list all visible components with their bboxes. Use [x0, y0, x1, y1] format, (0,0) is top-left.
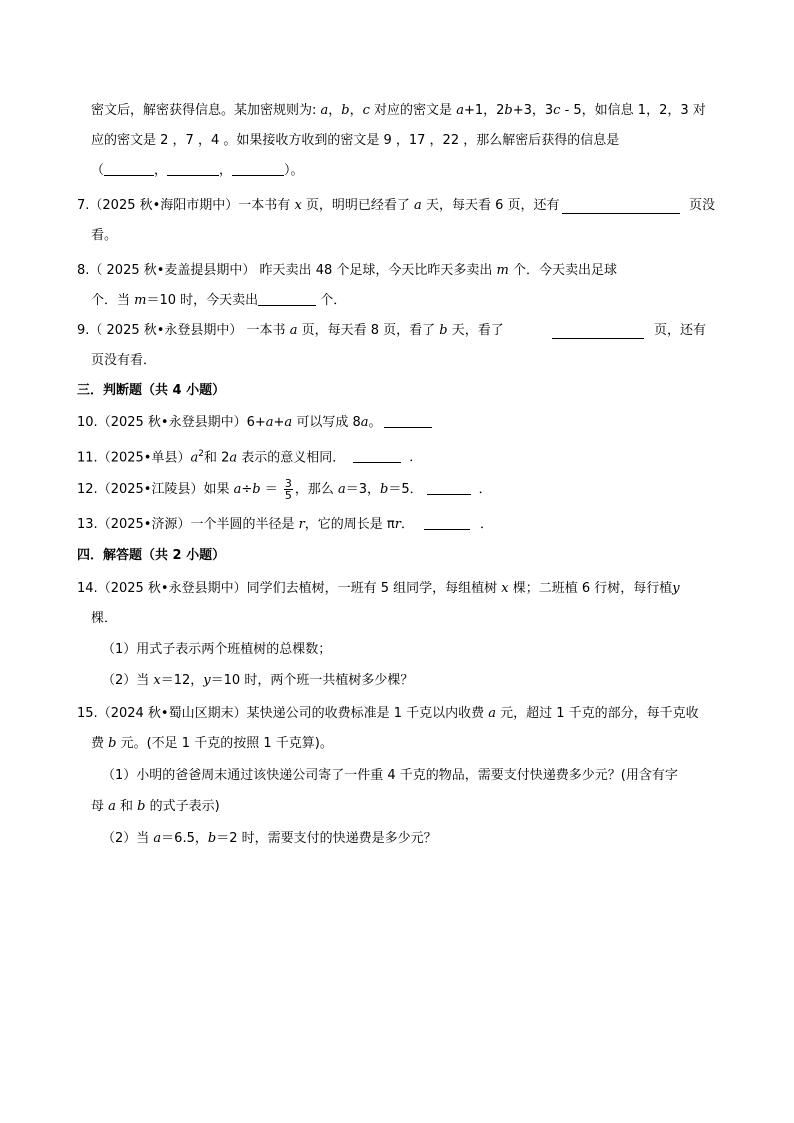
q9-line-2 — [91, 351, 156, 371]
q14-line-2 — [91, 609, 117, 629]
q11-text: 表示的意义相同． — [237, 450, 346, 466]
q6-line-3 — [91, 161, 304, 181]
denominator: 5 — [284, 489, 292, 502]
q9-text: 页没有看． — [91, 353, 157, 368]
q8-line-2 — [91, 291, 346, 311]
question-number: 15. — [77, 706, 98, 721]
q11-text: 和 2 — [203, 450, 230, 466]
q10-text: （2025 秋•永登县期中）6+ — [97, 415, 266, 430]
q11-text: ． — [409, 450, 423, 466]
comma: ， — [349, 103, 363, 118]
q14-part-text: ＝12， — [160, 673, 204, 688]
q13-text: ，它的周长是 π — [304, 517, 395, 532]
var-a: a — [233, 482, 242, 497]
var-a: a — [289, 323, 298, 338]
q7-text: 页没 — [689, 198, 716, 213]
q15-text: 费 — [91, 736, 109, 751]
answer-blank[interactable] — [424, 515, 470, 530]
q8-text: 个．今天卖出足球 — [508, 263, 617, 278]
q15-part-text: （1）小明的爸爸周末通过该快递公司寄了一件重 4 千克的物品，需要支付快递费多少元？(用含有字 — [102, 768, 678, 783]
var-b: b — [380, 482, 389, 497]
var-c: c — [553, 103, 561, 118]
comma: ， — [328, 103, 342, 118]
var-r: r — [394, 517, 401, 532]
answer-blank[interactable] — [104, 161, 154, 176]
q8-text: （ 2025 秋•麦盖提县期中） 昨天卖出 48 个足球，今天比昨天多卖出 — [89, 263, 497, 278]
q14-part-2 — [102, 671, 413, 691]
var-a: a — [229, 450, 238, 466]
separator: ， — [154, 163, 168, 178]
q14-text: 棵；二班植 6 行树，每行植 — [508, 581, 673, 596]
var-b: b — [341, 103, 350, 118]
var-a: a — [153, 831, 162, 846]
q10-text: 可以写成 8 — [292, 415, 361, 430]
var-a: a — [414, 198, 422, 213]
var-a: a — [265, 415, 274, 430]
var-r: r — [298, 517, 305, 532]
q6-text: +1，2 — [463, 103, 505, 118]
var-c: c — [362, 103, 370, 118]
q13-text: ． — [480, 517, 494, 532]
q12-text: ，那么 — [294, 482, 338, 497]
q15-text: 元。(不足 1 千克的按照 1 千克算)。 — [116, 736, 333, 751]
var-a: a — [284, 415, 293, 430]
q8-text: ＝10 时，今天卖出 — [146, 293, 259, 308]
q14-part-text: ＝10 时，两个班一共植树多少棵？ — [210, 673, 414, 688]
question-13 — [77, 515, 493, 535]
question-number: 12. — [77, 482, 98, 497]
q14-part-text: （1）用式子表示两个班植树的总棵数； — [102, 642, 332, 657]
plus-sign: + — [273, 415, 285, 430]
question-number: 11. — [77, 450, 98, 466]
question-number: 8. — [77, 263, 90, 278]
var-a: a — [488, 706, 497, 721]
q9-text: 页，每天看 8 页，看了 — [297, 323, 440, 338]
answer-blank[interactable] — [232, 161, 284, 176]
var-a: a — [108, 799, 116, 814]
q12-text: ． — [478, 482, 492, 497]
q7-line-2 — [91, 226, 117, 246]
exponent: 2 — [198, 449, 204, 459]
q8-text: 个． — [316, 293, 347, 308]
q7-text: 天，每天看 6 页，还有 — [421, 198, 560, 213]
q15-part-2 — [102, 829, 437, 849]
var-b: b — [137, 799, 146, 814]
paren-close: ）。 — [284, 163, 304, 178]
q6-line-1 — [91, 101, 706, 121]
question-11 — [77, 444, 422, 468]
answer-blank[interactable] — [427, 480, 471, 495]
var-a: a — [337, 482, 346, 497]
q7-text: （2025 秋•海阳市期中）一本书有 — [89, 198, 295, 213]
q6-text: 对应的密文是 — [369, 103, 457, 118]
q14-text: 棵． — [91, 611, 118, 626]
q10-text: 。 — [368, 415, 382, 430]
q15-part-1-cont — [91, 797, 220, 817]
var-x: x — [501, 581, 509, 596]
answer-blank[interactable] — [353, 448, 401, 463]
q14-text: （2025 秋•永登县期中）同学们去植树，一班有 5 组同学，每组植树 — [97, 581, 502, 596]
question-8 — [77, 261, 617, 281]
q15-line-2 — [91, 734, 333, 754]
q14-part-text: （2）当 — [102, 673, 154, 688]
question-number: 13. — [77, 517, 98, 532]
question-12 — [77, 478, 492, 501]
q15-part-1 — [102, 766, 678, 786]
q7-text: 页，明明已经看了 — [301, 198, 415, 213]
answer-blank[interactable] — [167, 161, 219, 176]
question-15 — [77, 704, 699, 724]
var-b: b — [252, 482, 261, 497]
q12-text: ＝3， — [345, 482, 381, 497]
var-a: a — [320, 103, 329, 118]
q9-text: 天，看了 — [447, 323, 504, 338]
question-7 — [77, 196, 559, 216]
question-number: 9. — [77, 323, 90, 338]
divide-sign: ÷ — [241, 482, 253, 497]
answer-blank[interactable] — [552, 324, 644, 339]
section-title: 四．解答题（共 2 小题） — [77, 548, 226, 563]
q12-text: （2025•江陵县）如果 — [97, 482, 234, 497]
var-m: m — [496, 263, 509, 278]
var-m: m — [134, 293, 147, 308]
q6-text: 密文后，解密获得信息。某加密规则为: — [91, 103, 321, 118]
separator: ， — [219, 163, 233, 178]
question-10 — [77, 413, 432, 433]
equals-sign: ＝ — [260, 482, 282, 497]
q15-part-text: 的式子表示) — [145, 799, 220, 814]
section-title: 三．判断题（共 4 小题） — [77, 383, 226, 398]
q11-text: （2025•单县） — [97, 450, 191, 466]
fraction — [284, 478, 293, 501]
q15-part-text: ＝2 时，需要支付的快递费是多少元？ — [216, 831, 437, 846]
var-x: x — [153, 673, 161, 688]
q13-text: ． — [400, 517, 414, 532]
question-number: 10. — [77, 415, 98, 430]
q15-part-text: 和 — [115, 799, 138, 814]
var-y: y — [203, 673, 211, 688]
q9-text: （ 2025 秋•永登县期中） 一本书 — [89, 323, 290, 338]
q6-line-2 — [91, 131, 619, 151]
numerator: 3 — [284, 477, 292, 490]
answer-blank[interactable] — [258, 291, 316, 306]
q8-text: 个．当 — [91, 293, 135, 308]
q6-text: - 5，如信息 1，2，3 对 — [560, 103, 706, 118]
answer-blank[interactable] — [384, 413, 432, 428]
q6-text: +3，3 — [512, 103, 554, 118]
var-b: b — [504, 103, 513, 118]
q7-text: 看。 — [91, 228, 118, 243]
var-x: x — [294, 198, 302, 213]
question-number: 14. — [77, 581, 98, 596]
q14-part-1 — [102, 640, 331, 660]
q15-part-text: ＝6.5， — [161, 831, 208, 846]
q15-text: 元，超过 1 千克的部分，每千克收 — [496, 706, 699, 721]
var-b: b — [207, 831, 217, 846]
answer-blank[interactable] — [562, 199, 680, 214]
var-a: a — [190, 450, 199, 466]
q13-text: （2025•济源）一个半圆的半径是 — [97, 517, 299, 532]
q15-part-text: （2）当 — [102, 831, 154, 846]
q12-text: ＝5． — [388, 482, 423, 497]
var-y: y — [672, 581, 680, 596]
q15-part-text: 母 — [91, 799, 109, 814]
question-number: 7. — [77, 198, 90, 213]
q9-text: 页，还有 — [654, 323, 707, 338]
question-9 — [77, 321, 504, 341]
question-14 — [77, 579, 680, 599]
paren-open: （ — [91, 163, 105, 178]
var-a: a — [456, 103, 464, 118]
var-a: a — [360, 415, 369, 430]
q6-text: 应的密文是 2 ，7 ，4 。如果接收方收到的密文是 9 ，17 ，22 ，那么解密后获得的信息是 — [91, 133, 620, 148]
var-b: b — [439, 323, 448, 338]
q15-text: （2024 秋•蜀山区期末）某快递公司的收费标准是 1 千克以内收费 — [97, 706, 489, 721]
var-b: b — [108, 736, 117, 751]
